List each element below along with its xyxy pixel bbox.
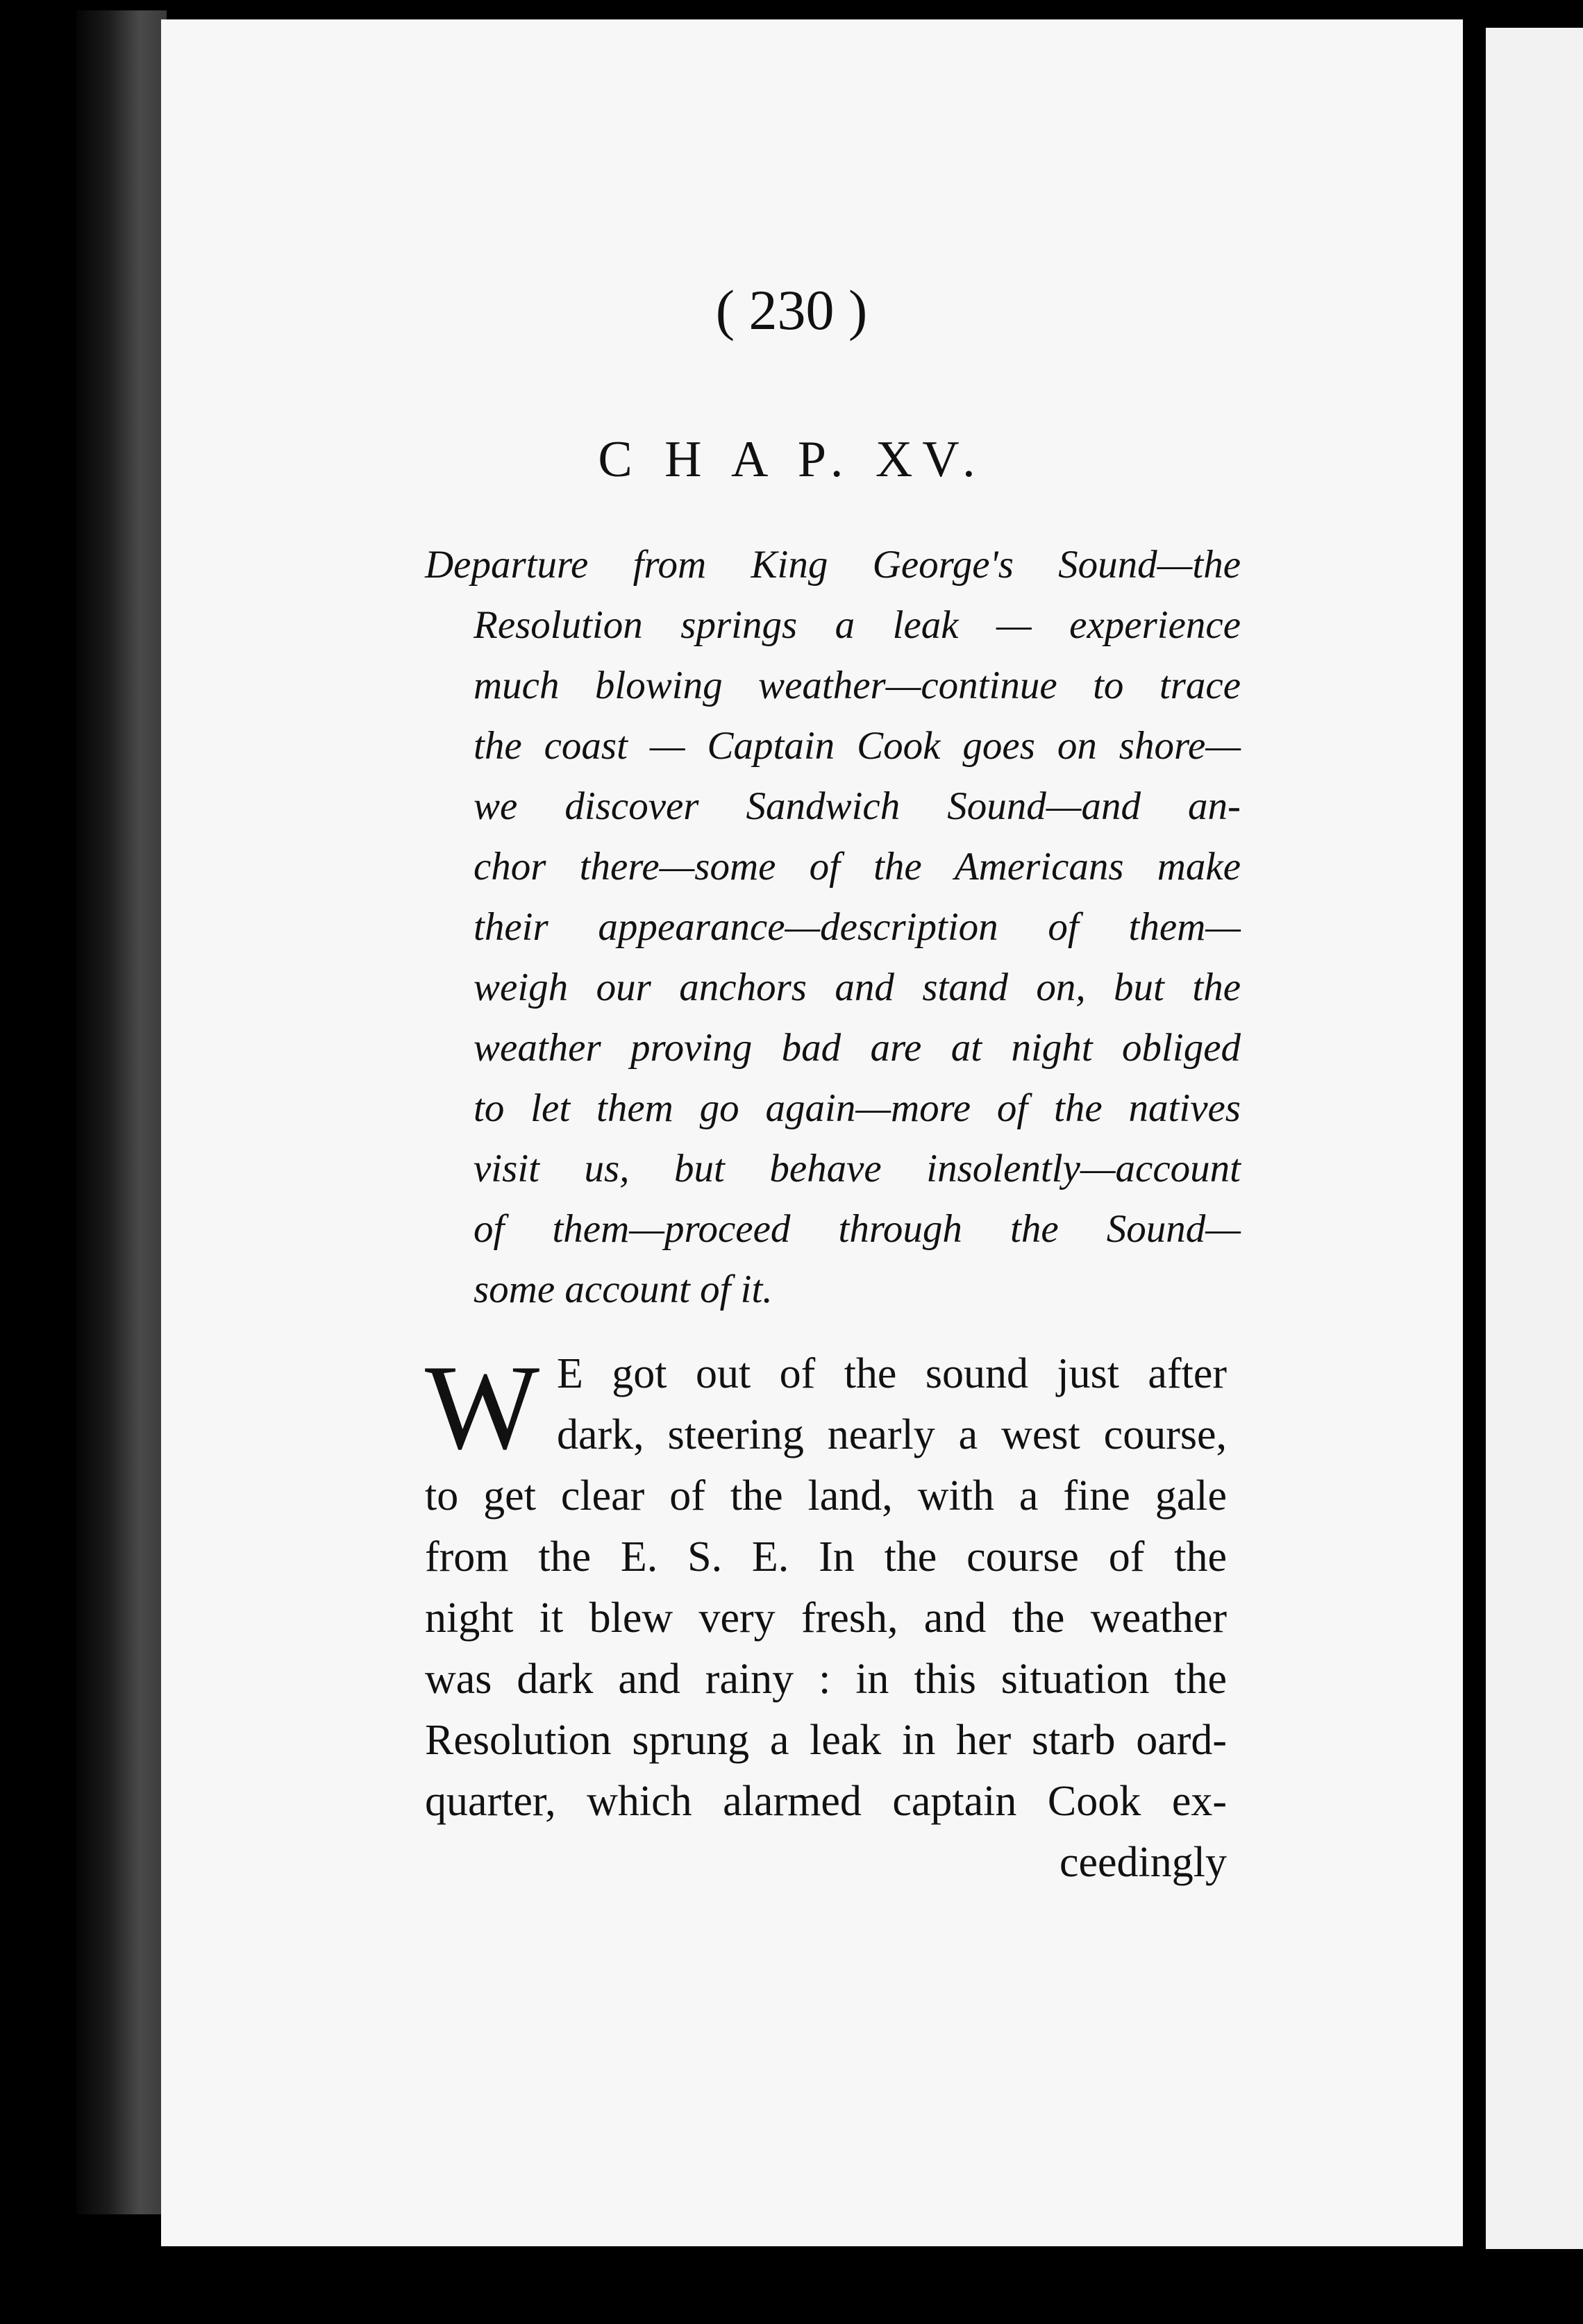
body-line: dark, steering nearly a west course, bbox=[557, 1411, 1227, 1458]
page-gutter bbox=[1463, 19, 1486, 2249]
body-line: from the E. S. E. In the course of the bbox=[425, 1533, 1227, 1581]
body-line: was dark and rainy : in this situation the bbox=[425, 1656, 1227, 1703]
summary-line: much blowing weather—continue to trace bbox=[474, 664, 1241, 707]
summary-line: some account of it. bbox=[474, 1268, 773, 1311]
summary-line: weather proving bad are at night obliged bbox=[474, 1026, 1241, 1070]
summary-line: of them—proceed through the Sound— bbox=[474, 1207, 1241, 1251]
body-line: to get clear of the land, with a fine gale bbox=[425, 1472, 1227, 1519]
body-line: Resolution sprung a leak in her starb oard- bbox=[425, 1717, 1227, 1764]
catchword: ceedingly bbox=[1059, 1839, 1227, 1886]
summary-line: chor there—some of the Americans make bbox=[474, 845, 1241, 889]
summary-line: Resolution springs a leak — experience bbox=[474, 603, 1241, 647]
facing-page-edge bbox=[1486, 28, 1583, 2249]
summary-line: the coast — Captain Cook goes on shore— bbox=[474, 724, 1241, 768]
summary-line: we discover Sandwich Sound—and an- bbox=[474, 784, 1241, 828]
chapter-heading: C H A P. XV. bbox=[598, 431, 985, 488]
summary-line: to let them go again—more of the natives bbox=[474, 1086, 1241, 1130]
summary-line: weigh our anchors and stand on, but the bbox=[474, 966, 1241, 1009]
body-line: quarter, which alarmed captain Cook ex- bbox=[425, 1778, 1227, 1825]
body-line: night it blew very fresh, and the weather bbox=[425, 1594, 1227, 1642]
body-text bbox=[425, 1340, 1227, 1893]
summary-line: visit us, but behave insolently—account bbox=[474, 1147, 1241, 1190]
chapter-summary bbox=[425, 534, 1241, 1320]
summary-line: their appearance—description of them— bbox=[474, 905, 1241, 949]
drop-cap: W bbox=[425, 1340, 540, 1474]
page-number: ( 230 ) bbox=[715, 278, 868, 342]
summary-line: Departure from King George's Sound—the bbox=[425, 543, 1241, 587]
body-line: E got out of the sound just after bbox=[557, 1350, 1227, 1397]
